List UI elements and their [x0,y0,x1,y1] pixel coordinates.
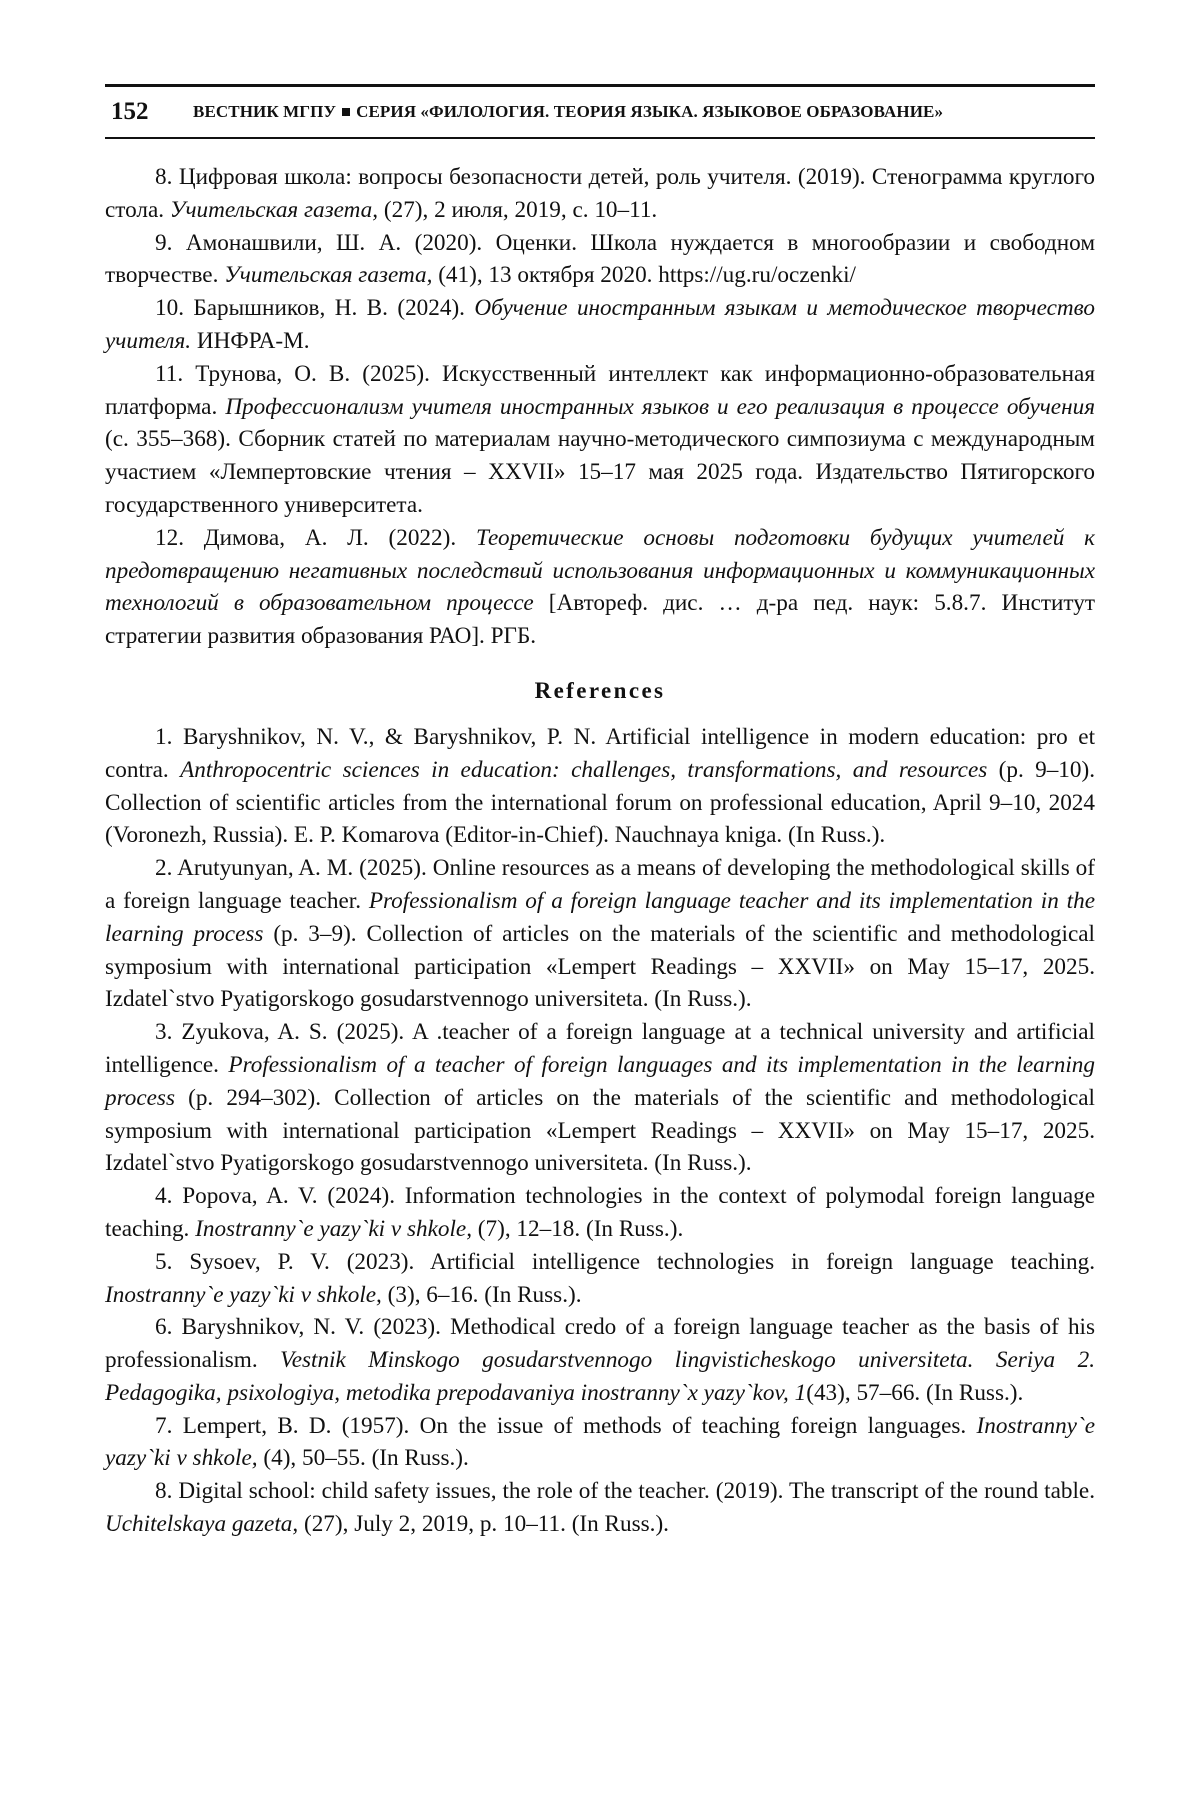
reference-item [105,1246,1095,1312]
reference-item [105,227,1095,293]
reference-item [105,1016,1095,1180]
reference-details: (4), 50–55. (In Russ.). [258,1445,469,1471]
reference-source-italic: Теоретические основы подготовки будущих учителей к предотвращению негативных последствий использования информационных и ком­муникационных технологий в образовательном процессе [105,525,1095,617]
english-reference-list [105,721,1095,1541]
reference-number: 7. [155,1413,172,1439]
separator-square-icon [342,108,350,116]
reference-details: (43), 57–66. (In Russ.). [806,1380,1023,1406]
reference-item [105,1410,1095,1476]
reference-text: Baryshnikov, N. V. (2023). Methodical credo of a foreign language teacher as the basis of his professionalism. [105,1314,1095,1373]
reference-text: Popova, A. V. (2024). Information technologies in the context of polymodal foreign language teaching. [105,1183,1095,1242]
reference-item [105,522,1095,653]
reference-details: (27), July 2, 2019, p. 10–11. (In Russ.). [298,1511,669,1537]
reference-item [105,1180,1095,1246]
reference-source-italic: Vestnik Minskogo gosudarstvennogo lingvisticheskogo universiteta. Seriya 2. Pedagogika, psixologiya, metodika prepodavaniya inostranny`x yazy`kov, 1 [105,1347,1095,1406]
reference-source-italic: Обучение иностранным языкам и методическое творчество учителя. [105,295,1095,354]
reference-number: 11. [155,361,183,387]
reference-details: (7), 12–18. (In Russ.). [472,1216,683,1242]
reference-text: Zyukova, A. S. (2025). A .teacher of a foreign language at a technical university and artificial intelligence. [105,1019,1095,1078]
reference-item [105,1311,1095,1409]
reference-source-italic: Учительская газета, [224,262,432,288]
reference-source-italic: Inostranny`e yazy`ki v shkole, [195,1216,472,1242]
reference-text: Барышников, Н. В. (2024). [193,295,474,321]
reference-text: Sysoev, P. V. (2023). Artificial intelligence technologies in foreign language teaching. [189,1249,1095,1275]
reference-number: 9. [155,230,172,256]
journal-title-right: СЕРИЯ «ФИЛОЛОГИЯ. ТЕОРИЯ ЯЗЫКА. ЯЗЫКОВОЕ ОБРАЗОВАНИЕ» [356,102,943,121]
reference-details: (3), 6–16. (In Russ.). [382,1282,582,1308]
reference-text: Digital school: child safety issues, the role of the teacher. (2019). The transcript of the round table. [178,1478,1095,1504]
journal-title-left: ВЕСТНИК МГПУ [193,102,336,121]
russian-reference-list [105,161,1095,653]
reference-text: Arutyunyan, A. M. (2025). Online resources as a means of developing the metho­dological skills of a foreign language teacher. [105,855,1095,914]
reference-text: Амонашвили, Ш. А. (2020). Оценки. Школа нуждается в многообразии и свобод­ном творчестве. [105,230,1095,289]
reference-text: Lempert, B. D. (1957). On the issue of methods of teaching foreign languages. [183,1413,977,1439]
running-header [105,84,1095,139]
references-heading: References [105,675,1095,707]
reference-number: 1. [155,724,172,750]
reference-details: ИНФРА-М. [191,328,309,354]
reference-source-italic: Anthropocentric sciences in education: challenges, transformations, and resources [180,757,987,783]
reference-number: 12. [155,525,184,551]
reference-source-italic: Uchitelskaya gazeta, [105,1511,298,1537]
reference-text: Цифровая школа: вопросы безопасности детей, роль учителя. (2019). Стено­грамма круглого стола. [105,164,1095,223]
reference-item [105,852,1095,1016]
reference-source-italic: Inostranny`e yazy`ki v shkole, [105,1282,382,1308]
reference-details: (p. 294–302). Collection of articles on the materials of the scientific and methodological symposium with international participation «Lempert Readings – XXVII» on May 15–17, 2025. Izdatel`stvo Pyatigorskogo gosudarstvennogo universiteta. (In Russ.). [105,1085,1095,1177]
reference-number: 8. [155,1478,172,1504]
reference-source-italic: Профессионализм учителя иностранных языков и его реализа­ция в процессе обучения [225,394,1095,420]
reference-details: (p. 3–9). Collection of articles on the materials of the scientific and methodological symposium with international participation «Lempert Readings – XXVII» on May 15–17, 2025. Izdatel`stvo Pyatigorskogo gosudarstvennogo universiteta. (In Russ.). [105,921,1095,1013]
reference-item [105,1475,1095,1541]
reference-item [105,292,1095,358]
reference-source-italic: Professionalism of a teacher of foreign languages and its imple­mentation in the learning process [105,1052,1095,1111]
reference-details: (41), 13 октября 2020. https://ug.ru/oczenki/ [432,262,856,288]
reference-details: (p. 9–10). Collection of scientific articles from the international forum on pro­fessional education, April 9–10, 2024 (Voronezh, Russia). E. P. Komarova (Editor-in-Chief). Nauchnaya kniga. (In Russ.). [105,757,1095,849]
journal-title [193,102,943,122]
reference-item [105,161,1095,227]
reference-number: 3. [155,1019,172,1045]
reference-text: Трунова, О. В. (2025). Искусственный интеллект как информационно-образо­вательная платформа. [105,361,1095,420]
reference-number: 8. [155,164,172,190]
reference-source-italic: Учительская газета, [170,197,378,223]
reference-source-italic: Inostranny`e yazy`ki v shkole, [105,1413,1095,1472]
reference-source-italic: Professionalism of a foreign language teacher and its implementation in the learning process [105,888,1095,947]
reference-number: 4. [155,1183,172,1209]
reference-text: Baryshnikov, N. V., & Baryshnikov, P. N. Artificial intelligence in modern educa­tion: pro et contra. [105,724,1095,783]
reference-number: 2. [155,855,172,881]
reference-details: [Автореф. дис. … д-ра пед. наук: 5.8.7. Институт стратегии развития образования РАО]. РГБ. [105,590,1095,649]
reference-item [105,358,1095,522]
reference-details: (с. 355–368). Сборник статей по материалам научно-методи­ческого симпозиума с международным участием «Лемпертовские чтения – XXVII» 15–17 мая 2025 года. Издательство Пятигорского государственного университета. [105,426,1095,518]
reference-number: 6. [155,1314,172,1340]
reference-text: Димова, А. Л. (2022). [204,525,476,551]
reference-number: 10. [155,295,184,321]
page-number: 152 [105,98,193,126]
journal-page [105,84,1095,1541]
reference-number: 5. [155,1249,172,1275]
reference-item [105,721,1095,852]
reference-details: (27), 2 июля, 2019, с. 10–11. [378,197,657,223]
